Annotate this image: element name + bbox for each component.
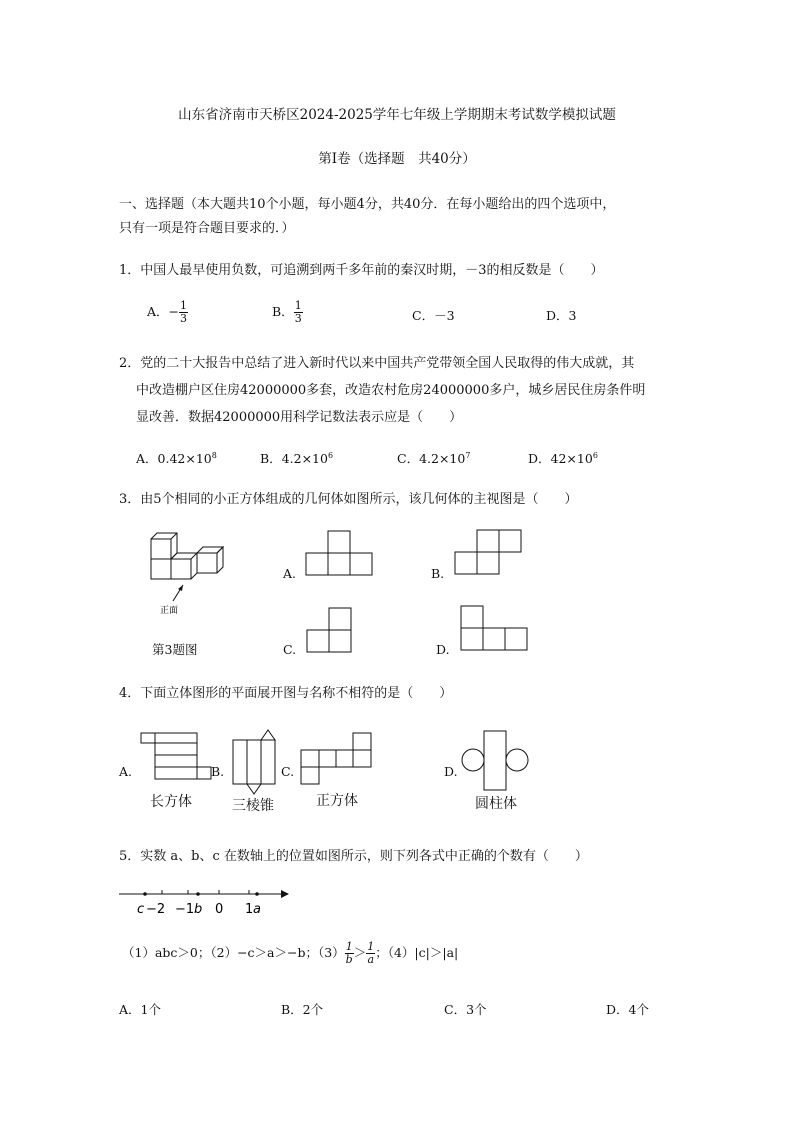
axis-label-0: 0 bbox=[215, 902, 224, 917]
q3-front-label: 正面 bbox=[160, 606, 179, 616]
q4-option-c-label: C. bbox=[281, 764, 295, 779]
q2-d-exp: 6 bbox=[592, 450, 598, 460]
q4-option-a-label: A. bbox=[119, 764, 133, 779]
q3-option-c-view bbox=[305, 606, 355, 654]
q2-line3: 显改善．数据42000000用科学记数法表示应是（ ） bbox=[136, 410, 463, 425]
q1-option-a bbox=[147, 300, 188, 325]
q2-option-a bbox=[136, 449, 217, 467]
section-heading: 第Ⅰ卷（选择题 共40分） bbox=[318, 151, 476, 167]
page-title: 山东省济南市天桥区2024-2025学年七年级上学期期末考试数学模拟试题 bbox=[178, 107, 616, 123]
q3-option-d-view bbox=[459, 604, 531, 652]
arrow-right-icon bbox=[281, 890, 289, 898]
q2-b-exp: 6 bbox=[327, 450, 334, 460]
q1-stem: 1．中国人最早使用负数，可追溯到两千多年前的秦汉时期，－3的相反数是（ ） bbox=[119, 263, 604, 278]
q5-f2-num: 1 bbox=[367, 940, 375, 953]
q2-c-exp: 7 bbox=[465, 450, 471, 460]
q3-option-b-view bbox=[453, 528, 525, 576]
q1-option-c: C．－3 bbox=[412, 308, 455, 323]
q5-stem: 5．实数 a、b、c 在数轴上的位置如图所示，则下列各式中正确的个数有（ ） bbox=[119, 849, 588, 864]
q1-option-b bbox=[272, 300, 303, 325]
q2-a-text: A．0.42×10 bbox=[136, 451, 212, 466]
q1-b-label: B． bbox=[272, 304, 294, 319]
q1-a-den: 3 bbox=[180, 312, 188, 325]
axis-label-neg2: −2 bbox=[146, 902, 166, 917]
axis-label-b: b bbox=[194, 902, 203, 917]
q4-a-net bbox=[138, 730, 214, 782]
q3-option-c-label: C. bbox=[283, 642, 297, 657]
section-instructions-line1: 一、选择题（本大题共10个小题，每小题4分，共40分．在每小题给出的四个选项中， bbox=[119, 197, 616, 212]
q2-d-text: D．42×10 bbox=[528, 451, 593, 466]
q3-solid-figure bbox=[140, 525, 240, 620]
q3-stem: 3．由5个相同的小正方体组成的几何体如图所示，该几何体的主视图是（ ） bbox=[119, 492, 578, 507]
q2-a-exp: 8 bbox=[211, 450, 217, 460]
q5-f1-den: b bbox=[345, 953, 353, 966]
q2-option-c bbox=[397, 449, 470, 467]
q2-option-b bbox=[260, 449, 333, 467]
q2-line2: 中改造棚户区住房42000000多套，改造农村危房24000000多户，城乡居民住房条件明 bbox=[136, 383, 646, 398]
q3-option-d-label: D. bbox=[436, 642, 450, 657]
q5-option-a: A．1个 bbox=[119, 1002, 161, 1017]
q2-option-d bbox=[528, 449, 598, 467]
q2-c-text: C．4.2×10 bbox=[397, 451, 466, 466]
q3-option-b-label: B. bbox=[431, 566, 445, 581]
q1-a-fraction bbox=[179, 300, 188, 325]
q5-fraction-1-over-a bbox=[366, 941, 375, 966]
section-instructions-line2: 只有一项是符合题目要求的．） bbox=[119, 221, 295, 236]
q3-option-a-label: A. bbox=[283, 566, 297, 581]
q5-expr-part1: （1）abc＞0；（2）−c＞a＞−b；（3） bbox=[122, 945, 345, 960]
q4-option-d-label: D. bbox=[444, 764, 458, 779]
q3-option-a-view bbox=[304, 529, 376, 577]
q5-f1-num: 1 bbox=[345, 940, 353, 953]
axis-label-neg1: −1 bbox=[175, 902, 195, 917]
q2-line1: 2．党的二十大报告中总结了进入新时代以来中国共产党带领全国人民取得的伟大成就，其 bbox=[119, 356, 635, 371]
q1-b-den: 3 bbox=[294, 312, 302, 325]
q4-c-net bbox=[298, 731, 376, 787]
point-a bbox=[255, 892, 259, 896]
q4-stem: 4．下面立体图形的平面展开图与名称不相符的是（ ） bbox=[119, 686, 453, 701]
q4-d-name: 圆柱体 bbox=[475, 796, 517, 812]
q1-b-num: 1 bbox=[294, 299, 302, 312]
q2-b-text: B．4.2×10 bbox=[260, 451, 328, 466]
q5-number-line bbox=[117, 883, 297, 919]
axis-label-c: c bbox=[137, 902, 145, 917]
q1-option-d: D．3 bbox=[546, 308, 577, 323]
q5-option-c: C．3个 bbox=[444, 1002, 487, 1017]
point-c bbox=[143, 892, 147, 896]
q1-a-num: 1 bbox=[180, 299, 188, 312]
q4-d-net bbox=[460, 729, 530, 793]
q4-option-b-label: B. bbox=[211, 764, 225, 779]
point-b bbox=[196, 892, 200, 896]
q4-b-name: 三棱锥 bbox=[232, 798, 274, 814]
q5-fraction-1-over-b bbox=[345, 941, 354, 966]
q4-c-name: 正方体 bbox=[316, 793, 358, 809]
q1-a-label: A． bbox=[147, 304, 169, 319]
q3-figure-caption: 第3题图 bbox=[152, 642, 198, 657]
axis-label-a: a bbox=[253, 902, 261, 917]
q4-a-name: 长方体 bbox=[150, 794, 192, 810]
q5-option-b: B．2个 bbox=[281, 1002, 324, 1017]
q5-option-d: D．4个 bbox=[606, 1002, 649, 1017]
q5-gt: ＞ bbox=[353, 945, 367, 960]
q5-expr-part2: ；（4）|c|＞|a| bbox=[375, 945, 459, 960]
q5-f2-den: a bbox=[367, 953, 375, 966]
q1-b-fraction bbox=[294, 300, 303, 325]
q4-b-net bbox=[229, 728, 281, 798]
q5-expressions bbox=[122, 941, 458, 966]
q1-a-sign: − bbox=[168, 304, 180, 319]
axis-label-1: 1 bbox=[245, 902, 254, 917]
